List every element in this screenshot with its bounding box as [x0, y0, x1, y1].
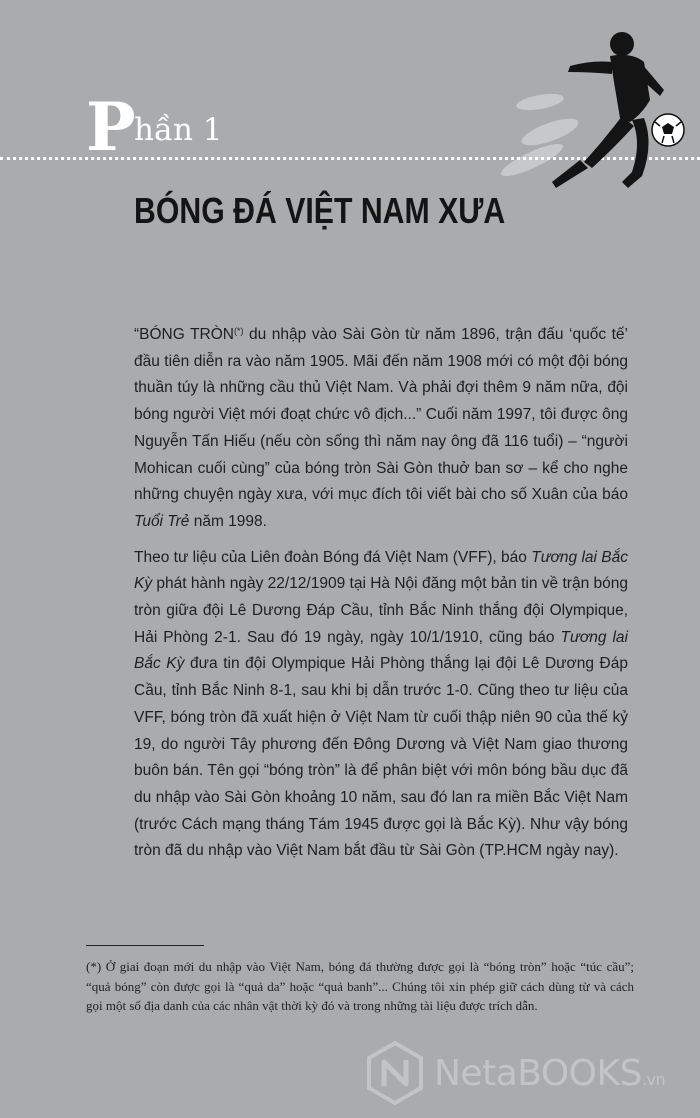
paragraph-text: phát hành ngày 22/12/1909 tại Hà Nội đăng một bản tin về trận bóng tròn giữa đội Lê Dương Đáp Cầu, tỉnh Bắc Ninh thắng đội Olympique, Hải Phòng 2-1. Sau đó 19 ngày, ngày 10/1/1910, cũng báo — [134, 575, 628, 646]
watermark-text — [434, 1054, 665, 1100]
footnote-divider — [86, 945, 204, 946]
body-paragraph — [134, 318, 628, 536]
player-motion-ghosts — [498, 91, 581, 182]
part-initial: P — [86, 88, 136, 166]
player-silhouette-icon — [552, 32, 664, 188]
chapter-body — [134, 318, 628, 874]
newspaper-name: Tương lai Bắc Kỳ — [134, 548, 629, 593]
soccer-ball-icon — [652, 114, 684, 146]
paragraph-text: “BÓNG TRÒN — [134, 326, 234, 343]
watermark-suffix: .vn — [641, 1070, 666, 1089]
newspaper-name: Tương lai Bắc Kỳ — [134, 628, 628, 673]
paragraph-text: Theo tư liệu của Liên đoàn Bóng đá Việt Nam (VFF), báo — [134, 548, 532, 566]
part-label: hần 1 — [134, 112, 223, 148]
footnote-marker: (*) — [233, 326, 244, 336]
paragraph-text: năm 1998. — [189, 512, 267, 530]
footnote — [86, 957, 634, 1016]
publisher-watermark — [364, 1040, 694, 1106]
newspaper-name: Tuổi Trẻ — [134, 512, 190, 530]
paragraph-text: đưa tin đội Olympique Hải Phòng thắng lại đội Lê Dương Đáp Cầu, tỉnh Bắc Ninh 8-1, sau khi bị dẫn trước 1-0. Cũng theo tư liệu của VFF, bóng tròn đã xuất hiện ở Việt Nam từ cuối thập niên 90 của thế kỷ 19, do người Tây phương đến Đông Dương và Việt Nam giao thương buôn bán. Tên gọi “bóng tròn” là để phân biệt với môn bóng bầu dục đã du nhập vào Sài Gòn khoảng 10 năm, sau đó lan ra miền Bắc Việt Nam (trước Cách mạng tháng Tám 1945 được gọi là Bắc Kỳ). Như vậy bóng tròn đã du nhập vào Việt Nam bắt đầu từ Sài Gòn (TP.HCM ngày nay). — [134, 655, 628, 860]
soccer-player-illustration — [492, 22, 692, 202]
watermark-brand: NetaBOOKS — [434, 1053, 642, 1094]
chapter-title: BÓNG ĐÁ VIỆT NAM XƯA — [134, 190, 506, 231]
netabooks-logo-icon — [364, 1040, 426, 1106]
footnote-text: (*) Ở giai đoạn mới du nhập vào Việt Nam, bóng đá thường được gọi là “bóng tròn” hoặc “túc cầu”; “quả bóng” còn được gọi là “quả da” hoặc “quả banh”... Chúng tôi xin phép giữ cách dùng từ và cách gọi một số địa danh của các nhân vật thời kỳ đó và trong những tài liệu được trích dẫn. — [86, 959, 634, 1013]
body-paragraph — [134, 545, 628, 865]
paragraph-text: du nhập vào Sài Gòn từ năm 1896, trận đấu ‘quốc tế’ đầu tiên diễn ra vào năm 1905. Mãi đến năm 1908 mới có một đội bóng thuần túy là những cầu thủ Việt Nam. Và phải đợi thêm 9 năm nữa, đội bóng người Việt mới đoạt chức vô địch...” Cuối năm 1997, tôi được ông Nguyễn Tấn Hiếu (nếu còn sống thì năm nay ông đã 116 tuổi) – “người Mohican cuối cùng” của bóng tròn Sài Gòn thuở ban sơ – kể cho nghe những chuyện ngày xưa, với mục đích tôi viết bài cho số Xuân của báo — [134, 326, 628, 504]
